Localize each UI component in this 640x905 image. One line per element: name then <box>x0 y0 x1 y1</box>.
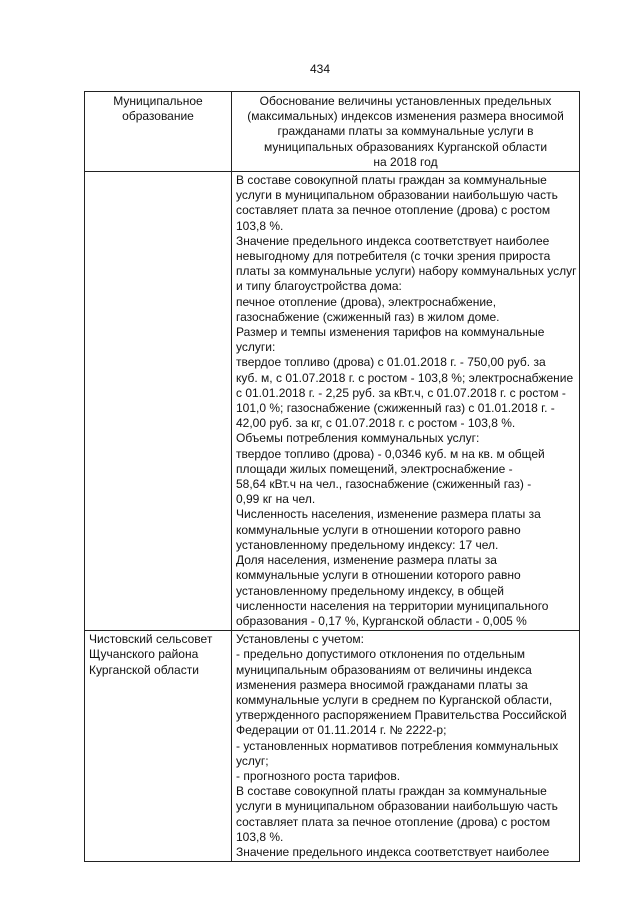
text-line: Федерации от 01.11.2014 г. № 2222-р; <box>236 723 447 738</box>
text-line: В составе совокупной платы граждан за коммунальные <box>236 173 547 188</box>
text-line: составляет плата за печное отопление (дрова) с ростом <box>236 203 551 218</box>
table-row <box>85 631 580 862</box>
municipality-line: Чистовский сельсовет <box>89 632 213 647</box>
text-line: Размер и темпы изменения тарифов на коммунальные <box>236 325 545 340</box>
header-line: Обоснование величины установленных предельных <box>259 94 552 108</box>
header-municipality <box>85 92 232 172</box>
text-line: - предельно допустимого отклонения по отдельным <box>236 647 525 662</box>
justification-cell <box>232 631 580 862</box>
page-number: 434 <box>309 62 331 76</box>
text-line: В составе совокупной платы граждан за коммунальные <box>236 784 547 799</box>
text-line: изменения размера вносимой гражданами платы за <box>236 677 528 692</box>
header-justification <box>232 92 580 172</box>
header-line: образование <box>122 109 194 124</box>
text-line: твердое топливо (дрова) - 0,0346 куб. м на кв. м общей <box>236 446 545 461</box>
municipality-cell <box>85 631 232 862</box>
text-line: - прогнозного роста тарифов. <box>236 768 401 783</box>
text-line: площади жилых помещений, электроснабжение - <box>236 461 513 476</box>
header-line: муниципальных образованиях Курганской области <box>263 139 548 154</box>
text-line: - установленных нормативов потребления коммунальных <box>236 738 559 753</box>
text-line: и типу благоустройства дома: <box>236 279 402 294</box>
text-line: печное отопление (дрова), электроснабжение, <box>236 294 497 309</box>
text-line: коммунальные услуги в среднем по Курганской области, <box>236 692 553 707</box>
text-line: муниципальным образованиям от величины индекса <box>236 662 532 677</box>
text-line: Численность населения, изменение размера платы за <box>236 507 541 522</box>
header-line: на 2018 год <box>373 154 438 169</box>
text-line: услуги в муниципальном образовании наибольшую часть <box>236 188 558 203</box>
text-line: Значение предельного индекса соответствует наиболее <box>236 844 550 859</box>
text-line: 103,8 %. <box>236 829 284 844</box>
text-line: установленному предельному индексу, в общей <box>236 583 504 598</box>
text-line: газоснабжение (сжиженный газ) в жилом доме. <box>236 309 500 324</box>
text-line: твердое топливо (дрова) с 01.01.2018 г. - 750,00 руб. за <box>236 355 546 370</box>
text-line: Объемы потребления коммунальных услуг: <box>236 431 480 446</box>
text-line: услуг; <box>236 753 269 768</box>
table-header-row <box>85 92 580 172</box>
text-line: 0,99 кг на чел. <box>236 492 316 507</box>
text-line: куб. м, с 01.07.2018 г. с ростом - 103,8 %; электроснабжение <box>236 370 574 385</box>
text-line: 101,0 %; газоснабжение (сжиженный газ) с 01.01.2018 г. - <box>236 401 555 416</box>
text-line: невыгодному для потребителя (с точки зрения прироста <box>236 249 551 264</box>
text-line: составляет плата за печное отопление (дрова) с ростом <box>236 814 551 829</box>
header-line: Муниципальное <box>113 94 203 108</box>
municipality-line: Щучанского района <box>89 647 199 662</box>
text-line: установленному предельному индексу: 17 чел. <box>236 537 499 552</box>
text-line: Значение предельного индекса соответствует наиболее <box>236 233 550 248</box>
municipality-line: Курганской области <box>89 662 199 677</box>
table-row <box>85 172 580 631</box>
text-line: с 01.01.2018 г. - 2,25 руб. за кВт.ч, с 01.07.2018 г. с ростом - <box>236 385 566 400</box>
justification-cell <box>232 172 580 631</box>
text-line: платы за коммунальные услуги) набору коммунальных услуг <box>236 264 577 279</box>
text-line: образования - 0,17 %, Курганской области - 0,005 % <box>236 613 527 628</box>
municipality-cell <box>85 172 232 631</box>
text-line: численности населения на территории муниципального <box>236 598 549 613</box>
text-line: 42,00 руб. за кг, с 01.07.2018 г. с ростом - 103,8 %. <box>236 416 516 431</box>
text-line: Доля населения, изменение размера платы за <box>236 553 497 568</box>
header-line: (максимальных) индексов изменения размера вносимой <box>247 109 564 124</box>
text-line: утвержденного распоряжением Правительства Российской <box>236 708 567 723</box>
text-line: коммунальные услуги в отношении которого равно <box>236 522 521 537</box>
text-line: 58,64 кВт.ч на чел., газоснабжение (сжиженный газ) - <box>236 477 532 492</box>
text-line: коммунальные услуги в отношении которого равно <box>236 568 521 583</box>
text-line: услуги в муниципальном образовании наибольшую часть <box>236 799 558 814</box>
header-line: гражданами платы за коммунальные услуги в <box>277 124 534 139</box>
text-line: услуги: <box>236 340 276 355</box>
text-line: Установлены с учетом: <box>236 632 364 647</box>
text-line: 103,8 %. <box>236 218 284 233</box>
tariff-table <box>84 91 580 862</box>
